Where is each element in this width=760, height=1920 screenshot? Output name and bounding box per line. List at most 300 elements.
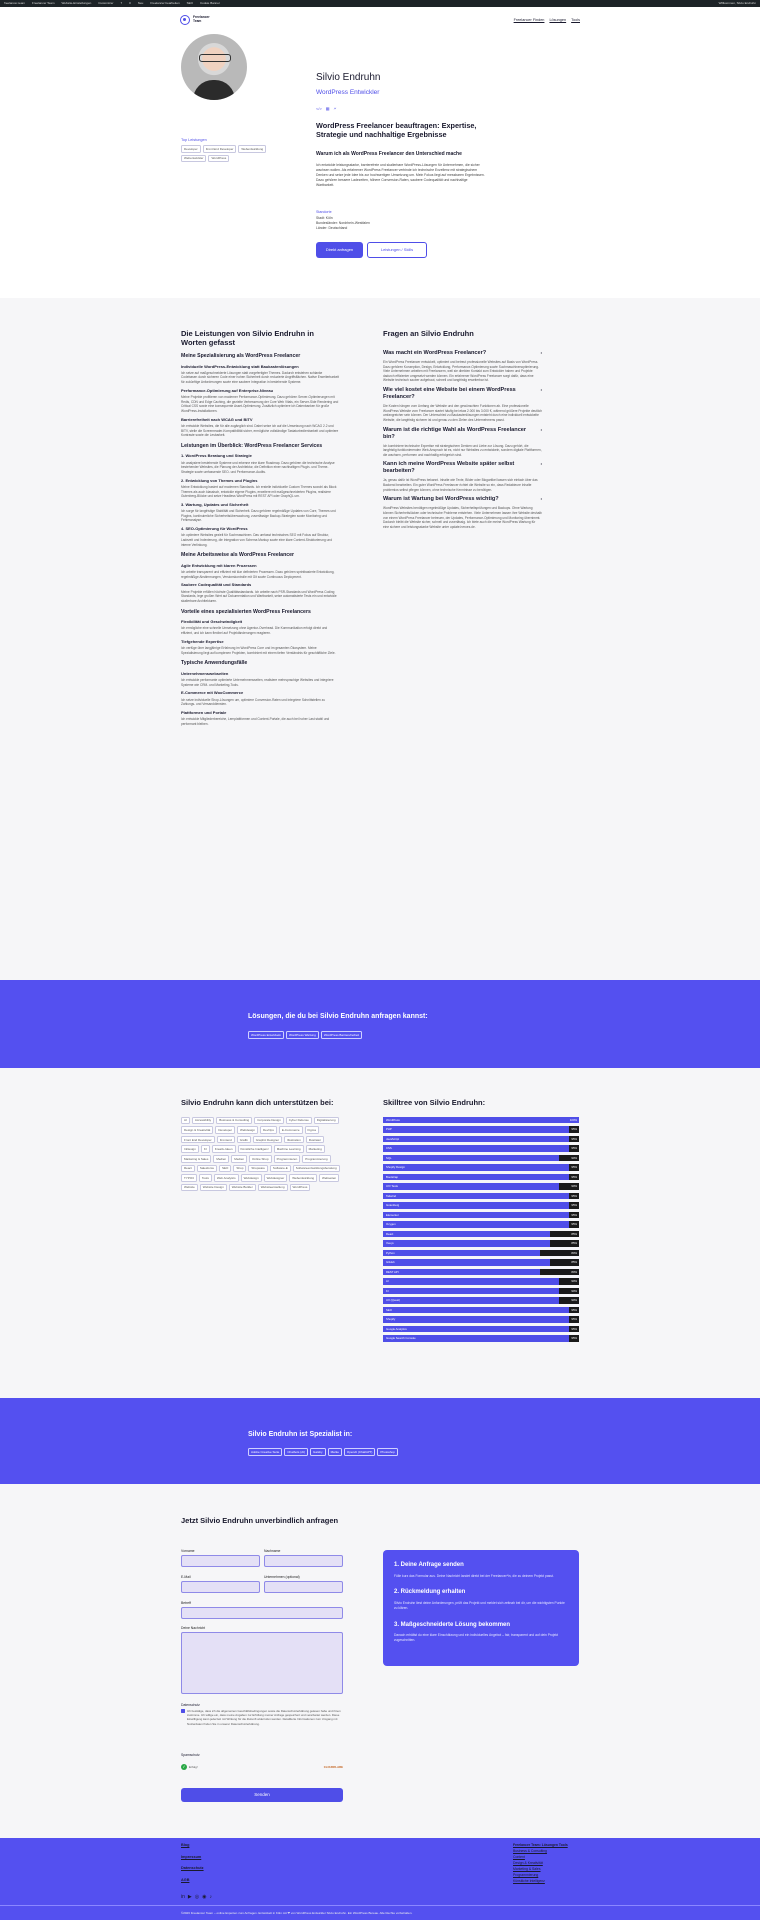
avatar [181,34,247,100]
skill-percent: 90% [571,1184,577,1189]
services-item-text: Ich optimiere Websites gezielt für Suchmaschinen. Das umfasst technisches SEO mit Fokus auf Struktur, Ladezeit und Indexierung, die Integration von Schema Markup sowie eine klare Content-Strukturierung und interne Verlinkung. [181,533,332,547]
location-city: Stadt: Köln [316,216,333,220]
support-tag[interactable]: WordPress [290,1184,311,1192]
services-item-text: Ich entwickle performante optimierte Unternehmensseiten, realisiere mehrsprachige Websites und integriere Systeme wie CRM- und Marketing-Tools. [181,678,334,687]
footer-link[interactable]: Design & Kreativität [513,1860,543,1865]
captcha-status: Erfolg! [189,1764,198,1769]
check-icon: ✓ [182,1764,186,1770]
skill-percent: 90% [571,1279,577,1284]
support-tag[interactable]: Medien [213,1155,229,1163]
footer-link-blog[interactable]: Blog [181,1843,190,1847]
solution-tag[interactable]: WordPress Entwickeln [248,1031,284,1039]
skill-fill [383,1202,569,1209]
faq-answer: WordPress Websites benötigen regelmäßige Updates, Sicherheitsprüfungen und Backups. Ohne Wartung können Sicherheitslücken oder technische Probleme entstehen. Viele Unternehmen lassen ihre Website deshalb von einem WordPress Freelancer betreuen, der Updates, Performance-Optimierung und Monitoring übernimmt. Dadurch bleibt die Website sicher, schnell und zuverlässig. Ich biete auch die meine WordPress Wartung für eine sichere und leistungsstarke Website unter update.heroes.de. [383,506,542,529]
skill-bar [383,1183,579,1190]
services-column [181,329,339,729]
message-textarea[interactable] [181,1632,343,1694]
skill-percent: 95% [571,1222,577,1227]
admin-item[interactable]: Freelancer Team [32,1,55,6]
skill-percent: 95% [571,1317,577,1322]
faq-item [383,496,542,529]
support-tag[interactable]: React [181,1165,195,1173]
solution-tag[interactable]: WordPress Wartung [286,1031,319,1039]
site-logo[interactable] [180,15,210,25]
support-tag[interactable]: Websiteerstellung [258,1184,288,1192]
nav-loesungen[interactable]: Lösungen [549,18,567,22]
faq-question[interactable] [383,350,542,357]
toggle-icon[interactable]: • [540,426,542,432]
support-tag[interactable]: Corporate Design [254,1117,284,1125]
instagram-icon[interactable]: ◎ [194,1894,200,1900]
skill-name: Vue.js [386,1241,394,1246]
specialist-tag[interactable]: Chatbots (AI) [284,1448,308,1456]
faq-question-text: Was macht ein WordPress Freelancer? [383,349,487,356]
nav-freelancer-finden[interactable]: Freelancer Finden [513,18,545,22]
privacy-label: Datenschutz [181,1703,200,1707]
site-header [0,7,760,34]
services-item-heading: Barrierefreiheit nach WCAG und BITV [181,416,253,422]
tiktok-icon[interactable]: ♪ [209,1894,213,1900]
admin-item[interactable]: 0 [129,1,131,6]
skill-name: PHP [386,1127,392,1132]
tag[interactable]: Front End Developer [203,145,237,153]
skill-name: Oxygen [386,1222,396,1227]
support-tag[interactable]: Programmierung [302,1155,330,1163]
top-services-tags [181,145,281,162]
hero-paragraph: Ich entwickle leistungsstarke, barrierefreie und skalierbare WordPress-Lösungen für Unternehmen, die sicher wachsen wollen. Als erfahrener WordPress Freelancer verbinde ich technische Exzellenz mit strategischem Denken und setze jede Idee bis zur hochwertigen Umsetzung um. Mein Fokus liegt auf messbaren Ergebnissen. Dazu gehören bessere Ladezeiten, höhere Conversion-Raten, saubere Codequalität und nachhaltige Wartbarkeit. [316,163,485,187]
support-tag[interactable]: Grafik [237,1136,251,1144]
footer-link[interactable]: Marketing & Sales [513,1866,541,1871]
tag[interactable]: Webentwickler [181,155,206,163]
github-icon[interactable]: ◉ [202,1894,207,1900]
footer-link[interactable]: Business & Consulting [513,1848,547,1853]
services-item-heading: 4. SEO-Optimierung für WordPress [181,526,248,532]
services-item-text: Ich sorge für langfristige Stabilität und Sicherheit. Dazu gehören regelmäßige Updates von Core, Themes und Plugins, kontinuierliche Sicherheitsüberwachung, zuverlässige Backup-Strategien sowie Monitoring und Fehleranalyse. [181,509,336,523]
skill-bar [383,1221,579,1228]
skill-fill [383,1221,569,1228]
skill-fill [383,1212,569,1219]
nav-tools[interactable]: Tools [571,18,580,22]
subject-label: Betreff [181,1601,191,1605]
logo-icon [180,15,190,25]
support-tag[interactable]: Marketing [306,1145,325,1153]
skill-fill [383,1259,550,1266]
skill-name: React [386,1231,394,1236]
skill-name: REST API [386,1269,399,1274]
skill-percent: 90% [571,1288,577,1293]
step-title: 1. Deine Anfrage senden [394,1562,464,1568]
footer-link-agb[interactable]: AGB [181,1877,190,1882]
skill-name: UX/ Tests [386,1184,398,1189]
skill-percent: 95% [571,1193,577,1198]
privacy-consent [181,1709,343,1726]
specialist-band [0,1398,760,1484]
support-tag[interactable]: Medien [231,1155,247,1163]
skill-name: Google Analytics [386,1326,407,1331]
services-section-heading: Typische Anwendungsfälle [181,660,248,667]
skill-name: Elementor [386,1212,399,1217]
toggle-icon[interactable]: • [540,349,542,355]
support-tag[interactable]: InDesign [181,1145,199,1153]
services-title: Die Leistungen von Silvio Endruhn in Worten gefasst [181,329,314,347]
first-name-label: Vorname [181,1549,195,1553]
skill-bar [383,1326,579,1333]
skill-bar [383,1145,579,1152]
specialist-tag[interactable]: Marke [328,1448,342,1456]
skill-bar [383,1231,579,1238]
skill-percent: 95% [571,1174,577,1179]
skill-bar [383,1259,579,1266]
tag[interactable]: Webentwicklung [238,145,266,153]
submit-button[interactable]: Senden [181,1788,343,1802]
bolt-icon: 🗲 [333,106,337,111]
skill-fill [383,1136,569,1143]
services-item-text: Ich analysiere bestehende Systeme und erkenne eine klare Roadmap. Dazu gehören die technische Analyse bestehender Websites, die Planung der Architektur, die Definition einer nachhaltigen Plugin- und Theme-Strategie sowie umfassende SEO- und Performance-Audits. [181,460,335,474]
support-tag[interactable]: KI [201,1145,210,1153]
step-text: Silvio Endruhn liest deine Anforderungen, prüft das Projekt und meldet sich zeitnah bei dir, um die wichtigsten Punkte zu klären. [394,1601,565,1610]
footer-links [181,1843,204,1883]
services-item-heading: Individuelle WordPress-Entwicklung statt Baukastenlösungen [181,363,299,369]
subject-input[interactable] [181,1607,343,1619]
services-item-text: Ich arbeite transparent und effizient mit klar definierten Prozessen. Dazu gehören sprintbasierte Entwicklung, regelmäßige Abstimmungen, Versionskontrolle mit Git sowie Continuous Deployment. [181,570,335,579]
support-tag[interactable]: Frontend [217,1136,235,1144]
services-item-heading: Unternehmenswebseiten [181,670,229,676]
skill-percent: 90% [571,1298,577,1303]
skill-percent: 85% [571,1241,577,1246]
footer-link-datenschutz[interactable]: Datenschutz [181,1866,204,1870]
support-tag[interactable]: AI [181,1117,190,1125]
skill-bar [383,1269,579,1276]
support-tag[interactable]: Shop [233,1165,246,1173]
services-item-heading: Saubere Codequalität und Standards [181,582,252,588]
skill-fill [383,1193,569,1200]
admin-item[interactable]: 7 [120,1,123,6]
step-title: 3. Maßgeschneiderte Lösung bekommen [394,1621,511,1628]
admin-item[interactable]: Website-Einstellungen [61,1,92,6]
process-infobox [383,1550,579,1666]
tag[interactable]: Developer [181,145,201,153]
support-tag[interactable]: E-Commerce [279,1126,303,1134]
privacy-checkbox[interactable] [181,1709,185,1713]
skill-percent: 95% [571,1203,577,1208]
toggle-icon[interactable]: • [540,387,542,393]
support-tag[interactable]: Softwareentwicklungsberatung [293,1165,340,1173]
location-state: Bundesländer: Nordrhein-Westfalen [316,221,370,226]
admin-bar [0,0,760,7]
faq-column [383,329,542,534]
skill-name: UX (Quest) [386,1298,400,1303]
footer-solutions [513,1843,568,1884]
support-tag[interactable]: Kreativ-Ideen [212,1145,236,1153]
grid-icon: ▦ [325,106,330,111]
footer-solutions-heading[interactable]: Freelancer Team: Lösungen Tools [513,1843,568,1847]
cloudflare-logo: CLOUDFLARE [323,1764,343,1769]
skill-bar [383,1288,579,1295]
support-tag[interactable]: Design & Kreativität [181,1126,213,1134]
specialist-tag[interactable]: Photoshop [377,1448,397,1456]
services-item-heading: Plattformen und Portale [181,709,227,715]
skill-name: JavaScript [386,1136,400,1141]
skill-fill [383,1126,569,1133]
skill-name: AI [386,1279,389,1284]
support-tag[interactable]: Webdesign [241,1174,262,1182]
services-item-text: Ich ermögliche eine schnelle Umsetzung ohne Agentur-Overhead. Die Kommunikation erfolgt direkt und effizient, und ich kann flexibel auf Projektänderungen reagieren. [181,626,328,636]
skill-fill [383,1269,540,1276]
footer-link-impressum[interactable]: Impressum [181,1854,202,1859]
faq-question-text: Warum ist Wartung bei WordPress wichtig? [383,496,499,503]
skill-name: Tailwind [386,1193,396,1198]
location-label: Standorte [316,210,332,214]
skill-percent: 85% [571,1231,577,1236]
support-tag[interactable]: Web Analytics [214,1174,239,1182]
email-label: E-Mail [181,1575,191,1579]
skill-percent: 95% [571,1146,577,1151]
support-tag[interactable]: Programmieren [274,1155,301,1163]
skill-name: SEO [386,1307,392,1312]
faq-answer: Die Kosten hängen vom Umfang der Website und den gewünschten Funktionen ab. Eine professionelle WordPress Website vom Freelancer startet häufig bei etwa 2.000 bis 3.000 €, während größere Projekte deutlich umfangreicher sein können. Der Unterschied zu Baukastenlösungen entsteht durch eine individuell entwickelte Website, die langfristig sicherer ist und genau zu den Zielen des Unternehmens passt. [383,404,542,422]
location-list [316,216,370,231]
skill-bar [383,1240,579,1247]
support-tag[interactable]: Website [181,1184,198,1192]
admin-item[interactable]: Neu [137,1,144,6]
skill-name: Python [386,1250,395,1255]
support-tag[interactable]: Marketing & Sales [181,1155,211,1163]
services-section-heading: Leistungen im Überblick: WordPress Freelancer Services [181,442,323,449]
support-tag[interactable]: Tools [199,1174,212,1182]
support-tag[interactable]: Website Design [200,1184,227,1192]
skill-percent: 95% [571,1165,577,1170]
faq-question[interactable] [383,427,542,441]
youtube-icon[interactable]: ▶ [187,1894,192,1900]
skill-bar [383,1250,579,1257]
services-item-heading: Flexibilität und Geschwindigkeit [181,619,243,625]
form-title: Jetzt Silvio Endruhn unverbindlich anfragen [181,1516,339,1525]
skilltree-title: Skilltree von Silvio Endruhn: [383,1098,486,1107]
services-item-text: Ich setze auf maßgeschneiderte Lösungen statt vorgefertigter Themes. Dadurch entstehen schlanke Codebasen durch sicheren Code einer hohen Sicherheit durch reduzierte Angriffsflächen. Native Erweiterbarkeit für zukünftige Anforderungen sowie eine saubere Integration in bestehende Systeme. [181,370,339,385]
faq-item [383,427,542,458]
faq-question[interactable] [383,496,542,503]
support-tag[interactable]: DevOps [260,1126,277,1134]
skill-percent: 80% [571,1250,577,1255]
support-tag[interactable]: Webseiten [319,1174,339,1182]
logo-line-2: Team [193,19,202,23]
contact-section [0,1484,760,1838]
support-title: Silvio Endruhn kann dich unterstützen bei: [181,1098,334,1107]
support-tag[interactable]: Salesforce [197,1165,217,1173]
admin-item[interactable]: SEO [186,1,194,6]
services-item-heading: Tiefgehende Expertise [181,638,224,644]
skill-fill [383,1174,569,1181]
first-name-input[interactable] [181,1555,260,1567]
services-section-heading: Vorteile eines spezialisierten WordPress Freelancers [181,608,311,615]
skill-bar [383,1164,579,1171]
services-item-heading: 1. WordPress Beratung und Strategie [181,453,252,459]
faq-question-text: Kann ich meine WordPress Website später selbst bearbeiten? [383,461,515,475]
skill-fill [383,1278,559,1285]
skill-fill [383,1316,569,1323]
skill-bar [383,1202,579,1209]
solutions-tags [248,1031,362,1039]
faq-question-text: Warum ist die richtige Wahl als WordPress Freelancer bin? [383,426,527,440]
services-item-heading: 3. Wartung, Updates und Sicherheit [181,501,249,507]
support-tag[interactable]: Developer [215,1126,235,1134]
social-links [181,1894,212,1901]
skill-percent: 95% [571,1326,577,1331]
specialist-tags [248,1448,398,1456]
skill-fill [383,1240,550,1247]
skill-fill [383,1326,569,1333]
skill-percent: 95% [571,1136,577,1141]
specialist-tag[interactable]: Adobe Creative Suite [248,1448,282,1456]
email-input[interactable] [181,1581,260,1593]
support-tag[interactable]: Webdesign [237,1126,258,1134]
admin-user[interactable]: Willkommen, Silvio Endruhn [718,1,756,6]
support-tag[interactable]: Webdesigner [264,1174,288,1182]
specialist-tag[interactable]: OpenAI (ChatGPT) [344,1448,376,1456]
services-item-text: Ich verfüge über langjährige Erfahrung im WordPress Core und im gesamten Ökosystem. Meine Spezialisierung liegt auf komplexen Projekten, kombiniert mit einem tiefen Verständnis für geschäftliche Ziele. [181,645,336,655]
skill-bar [383,1126,579,1133]
services-item-text: Ich entwickle Mitgliederbereiche, Lernplattformen und Content-Portale, die auch bei hoher Last stabil und performant bleiben. [181,717,330,726]
skill-fill [383,1164,569,1171]
skill-name: CSS [386,1146,392,1151]
skill-name: WordPress [386,1117,400,1122]
profile-icons [316,106,336,112]
skill-name: Google Search Console [386,1336,416,1341]
skill-name: SQL [386,1155,392,1160]
company-label: Unternehmen (optional) [264,1575,300,1579]
footer-link[interactable]: Content [513,1854,525,1859]
hero-subheading: Warum ich als WordPress Freelancer den Unterschied mache [316,151,462,157]
support-tag[interactable]: Cyber Defense [286,1117,312,1125]
services-section-heading: Meine Spezialisierung als WordPress Freelancer [181,353,301,359]
support-tag[interactable]: Illustrator [306,1136,324,1144]
admin-item[interactable]: Cookie Banner [200,1,220,6]
solution-tag[interactable]: WordPress Barrierefreiheit [321,1031,362,1039]
skill-percent: 95% [571,1336,577,1341]
skill-percent: 85% [571,1260,577,1265]
skill-fill [383,1231,550,1238]
skill-bar [383,1155,579,1162]
support-column [181,1098,341,1191]
support-tag[interactable]: Graphic Designer [253,1136,282,1144]
faq-answer: Ich kombiniere technische Expertise mit strategischem Denken und Liebe zur Lösung. Dazu gehört, die langfristig funktionierenden Web-Anspruch ist es, nicht nur Websites zu entwickeln, sondern digitale Plattformen, die wachsen, performen und nachhaltig erfolgreich sind. [383,443,542,457]
support-tag[interactable]: Shopware [248,1165,268,1173]
admin-item[interactable]: freelancer-team [4,1,26,6]
skill-name: Shopify Design [386,1165,405,1170]
support-tag[interactable]: Online Shop [249,1155,272,1163]
spam-label: Spamschutz [181,1753,200,1757]
admin-item[interactable]: Freelancer bearbeiten [150,1,180,6]
specialist-title: Silvio Endruhn ist Spezialist in: [248,1431,353,1438]
services-section-heading: Meine Arbeitsweise als WordPress Freelancer [181,552,295,559]
hero-heading: WordPress Freelancer beauftragen: Expertise, Strategie und nachhaltige Ergebnisse [316,121,477,139]
top-services-label: Top Leistungen [181,138,207,142]
last-name-label: Nachname [264,1549,281,1553]
skill-name: KI [386,1288,389,1293]
solutions-band [0,980,760,1068]
captcha-widget[interactable] [181,1760,343,1774]
services-skills-button[interactable]: Leistungen / Skills [367,242,427,258]
skill-percent: 95% [571,1212,577,1217]
skill-percent: 100% [569,1117,577,1122]
skill-bar [383,1316,579,1323]
toggle-icon[interactable]: • [540,461,542,467]
skill-percent: 90% [571,1155,577,1160]
services-item-heading: Agile Entwicklung mit klaren Prozessen [181,562,257,568]
support-tag[interactable]: Digitalisierung [314,1117,339,1125]
skill-bar [383,1297,579,1304]
direct-request-button[interactable]: Direkt anfragen [316,242,363,258]
skill-fill [383,1155,559,1162]
last-name-input[interactable] [264,1555,343,1567]
faq-question-text: Wie viel kostet eine Website bei einem WordPress Freelancer? [383,387,516,401]
company-input[interactable] [264,1581,343,1593]
services-item-heading: E-Commerce mit WooCommerce [181,690,244,696]
toggle-icon[interactable]: • [540,496,542,502]
skilltree-column [383,1098,579,1345]
content-section [0,298,760,980]
solutions-title: Lösungen, die du bei Silvio Endruhn anfragen kannst: [248,1013,428,1020]
skill-bar [383,1136,579,1143]
skill-bar [383,1335,579,1342]
support-tag[interactable]: Software-E [270,1165,291,1173]
support-tag[interactable]: Webentwicklung [289,1174,317,1182]
faq-question[interactable] [383,387,542,401]
skill-bar [383,1117,579,1124]
faq-question[interactable] [383,461,542,475]
skill-name: Gutenberg [386,1203,400,1208]
skill-bar [383,1193,579,1200]
location-country: Länder: Deutschland [316,226,348,231]
services-item-text: Ich entwickle Websites, die für alle zugänglich sind. Dabei setze ich auf die Umsetzung nach WCAG 2.2 und BITV, stelle die Screenreader-Kompatibilität sicher, ermögliche vollständige Tastaturbedienbarkeit und optimiere Kontraste sowie die Lesbarkeit. [181,423,339,438]
step-text: Danach erhältst du eine klare Einschätzung und ein individuelles Angebot – fair, transparent und auf dein Projekt zugeschnitten. [394,1633,559,1643]
faq-title: Fragen an Silvio Endruhn [383,329,474,338]
profile-name: Silvio Endruhn [316,72,381,83]
step-title: 2. Rückmeldung erhalten [394,1589,466,1596]
support-tag[interactable]: Website Builder [229,1184,256,1192]
support-tag[interactable]: Figma [305,1126,319,1134]
admin-item[interactable]: Customizer [98,1,114,6]
skill-fill [383,1145,569,1152]
support-tag[interactable]: Accessibility [192,1117,214,1125]
footer-link[interactable]: Programmierung [513,1872,539,1877]
logo-line-1: Freelancer [193,15,210,20]
tag[interactable]: WordPress [208,155,229,163]
skill-bar [383,1212,579,1219]
footer-link[interactable]: Künstliche Intelligenz [513,1878,545,1883]
skill-fill [383,1250,540,1257]
support-tag[interactable]: Machine Learning [274,1145,304,1153]
services-item-heading: Performance-Optimierung auf Enterprise-Niveau [181,387,274,393]
support-tag[interactable]: Front End Developer [181,1136,215,1144]
support-tag[interactable]: SEO [219,1165,231,1173]
support-tag[interactable]: Business & Consulting [216,1117,252,1125]
main-nav [514,18,580,24]
skill-fill [383,1117,579,1124]
support-tag[interactable]: TYPO3 [181,1174,197,1182]
skill-fill [383,1183,559,1190]
specialist-tag[interactable]: Gatsby [310,1448,326,1456]
message-label: Deine Nachricht [181,1626,206,1630]
skill-bar [383,1307,579,1314]
code-icon: </> [316,106,322,111]
services-item-text: Meine Projekte erfüllen höchste Qualitätsstandards. Ich arbeite nach PSR-Standards und WordPress Coding Standards, lege großen Wert auf Dokumentation und Wartbarkeit, setze automatisierte Tests ein und entwickle skalierbare Architekturen. [181,589,337,603]
skill-bar [383,1278,579,1285]
skill-percent: 95% [571,1307,577,1312]
support-tag[interactable]: Illustration [284,1136,304,1144]
support-tag[interactable]: Künstliche Intelligenz [238,1145,272,1153]
linkedin-icon[interactable]: in [181,1894,185,1900]
